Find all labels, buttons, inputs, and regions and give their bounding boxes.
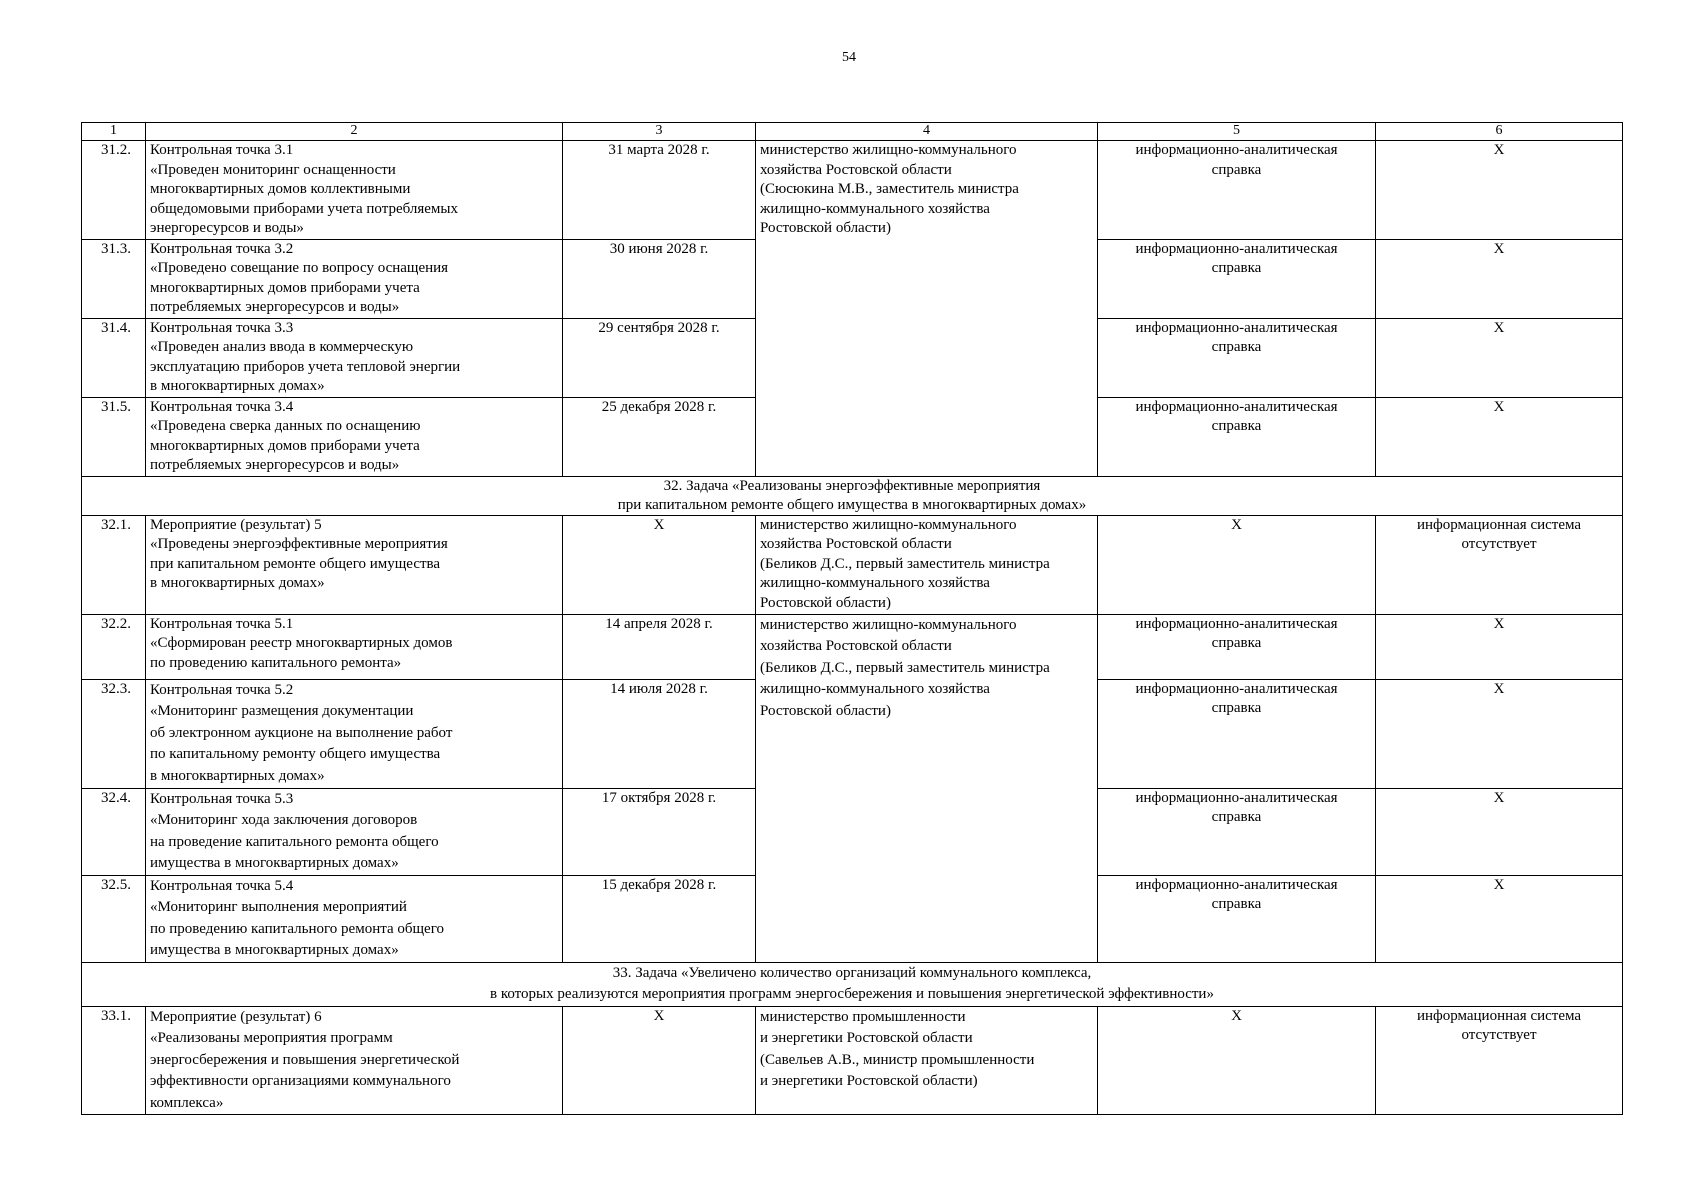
column-header: 1 (82, 123, 146, 141)
row-name: Контрольная точка 5.3 «Мониторинг хода заключения договоров на проведение капитального ремонта общего имущества в многоквартирных домах» (146, 788, 563, 875)
row-system: Х (1376, 614, 1623, 679)
row-date: 29 сентября 2028 г. (563, 318, 756, 397)
row-document: информационно-аналитическая справка (1098, 397, 1376, 476)
column-header: 4 (756, 123, 1098, 141)
row-document: информационно-аналитическая справка (1098, 614, 1376, 679)
row-number: 32.1. (82, 515, 146, 614)
row-document: информационно-аналитическая справка (1098, 875, 1376, 962)
row-name: Контрольная точка 3.2 «Проведено совещание по вопросу оснащения многоквартирных домов приборами учета потребляемых энергоресурсов и воды» (146, 239, 563, 318)
table-row (82, 141, 1623, 240)
row-date: Х (563, 1006, 756, 1115)
row-date: 17 октября 2028 г. (563, 788, 756, 875)
row-document: Х (1098, 1006, 1376, 1115)
row-date: Х (563, 515, 756, 614)
row-system: Х (1376, 141, 1623, 240)
row-system: Х (1376, 875, 1623, 962)
row-responsible: министерство жилищно-коммунального хозяйства Ростовской области (Беликов Д.С., первый заместитель министра жилищно-коммунального хозяйства Ростовской области) (756, 515, 1098, 614)
row-document: информационно-аналитическая справка (1098, 679, 1376, 788)
plan-table (81, 122, 1623, 1115)
row-document: информационно-аналитическая справка (1098, 239, 1376, 318)
row-document: информационно-аналитическая справка (1098, 788, 1376, 875)
row-name: Мероприятие (результат) 6 «Реализованы мероприятия программ энергосбережения и повышения энергетической эффективности организациями коммунального комплекса» (146, 1006, 563, 1115)
row-document: информационно-аналитическая справка (1098, 141, 1376, 240)
table-row (82, 1006, 1623, 1115)
row-date: 31 марта 2028 г. (563, 141, 756, 240)
row-responsible: министерство жилищно-коммунального хозяйства Ростовской области (Беликов Д.С., первый заместитель министра жилищно-коммунального хозяйства Ростовской области) (756, 614, 1098, 962)
row-system: Х (1376, 788, 1623, 875)
table-row (82, 515, 1623, 614)
page-number: 54 (842, 50, 856, 65)
task-heading: 32. Задача «Реализованы энергоэффективные мероприятия при капитальном ремонте общего имущества в многоквартирных домах» (82, 476, 1623, 515)
row-system: информационная система отсутствует (1376, 1006, 1623, 1115)
row-name: Контрольная точка 5.4 «Мониторинг выполнения мероприятий по проведению капитального ремонта общего имущества в многоквартирных домах» (146, 875, 563, 962)
row-document: информационно-аналитическая справка (1098, 318, 1376, 397)
row-responsible: министерство промышленности и энергетики Ростовской области (Савельев А.В., министр промышленности и энергетики Ростовской области) (756, 1006, 1098, 1115)
row-system: Х (1376, 679, 1623, 788)
row-name: Контрольная точка 3.1 «Проведен мониторинг оснащенности многоквартирных домов коллективными общедомовыми приборами учета потребляемых энергоресурсов и воды» (146, 141, 563, 240)
column-header: 3 (563, 123, 756, 141)
column-number-row (82, 123, 1623, 141)
row-date: 14 апреля 2028 г. (563, 614, 756, 679)
row-system: Х (1376, 318, 1623, 397)
table-row (82, 614, 1623, 679)
column-header: 6 (1376, 123, 1623, 141)
row-date: 30 июня 2028 г. (563, 239, 756, 318)
row-date: 25 декабря 2028 г. (563, 397, 756, 476)
row-name: Мероприятие (результат) 5 «Проведены энергоэффективные мероприятия при капитальном ремонте общего имущества в многоквартирных домах» (146, 515, 563, 614)
column-header: 5 (1098, 123, 1376, 141)
row-date: 14 июля 2028 г. (563, 679, 756, 788)
row-system: Х (1376, 239, 1623, 318)
row-document: Х (1098, 515, 1376, 614)
row-name: Контрольная точка 3.3 «Проведен анализ ввода в коммерческую эксплуатацию приборов учета тепловой энергии в многоквартирных домах» (146, 318, 563, 397)
row-name: Контрольная точка 5.1 «Сформирован реестр многоквартирных домов по проведению капитального ремонта» (146, 614, 563, 679)
row-number: 32.2. (82, 614, 146, 679)
row-date: 15 декабря 2028 г. (563, 875, 756, 962)
row-number: 32.3. (82, 679, 146, 788)
row-system: информационная система отсутствует (1376, 515, 1623, 614)
row-number: 32.4. (82, 788, 146, 875)
row-number: 32.5. (82, 875, 146, 962)
row-name: Контрольная точка 5.2 «Мониторинг размещения документации об электронном аукционе на выполнение работ по капитальному ремонту общего имущества в многоквартирных домах» (146, 679, 563, 788)
task-heading: 33. Задача «Увеличено количество организаций коммунального комплекса, в которых реализуются мероприятия программ энергосбережения и повышения энергетической эффективности» (82, 962, 1623, 1006)
task-row (82, 962, 1623, 1006)
row-number: 31.4. (82, 318, 146, 397)
row-system: Х (1376, 397, 1623, 476)
row-name: Контрольная точка 3.4 «Проведена сверка данных по оснащению многоквартирных домов приборами учета потребляемых энергоресурсов и воды» (146, 397, 563, 476)
task-row (82, 476, 1623, 515)
row-responsible: министерство жилищно-коммунального хозяйства Ростовской области (Сюсюкина М.В., заместитель министра жилищно-коммунального хозяйства Ростовской области) (756, 141, 1098, 477)
row-number: 31.2. (82, 141, 146, 240)
row-number: 31.5. (82, 397, 146, 476)
column-header: 2 (146, 123, 563, 141)
row-number: 31.3. (82, 239, 146, 318)
row-number: 33.1. (82, 1006, 146, 1115)
